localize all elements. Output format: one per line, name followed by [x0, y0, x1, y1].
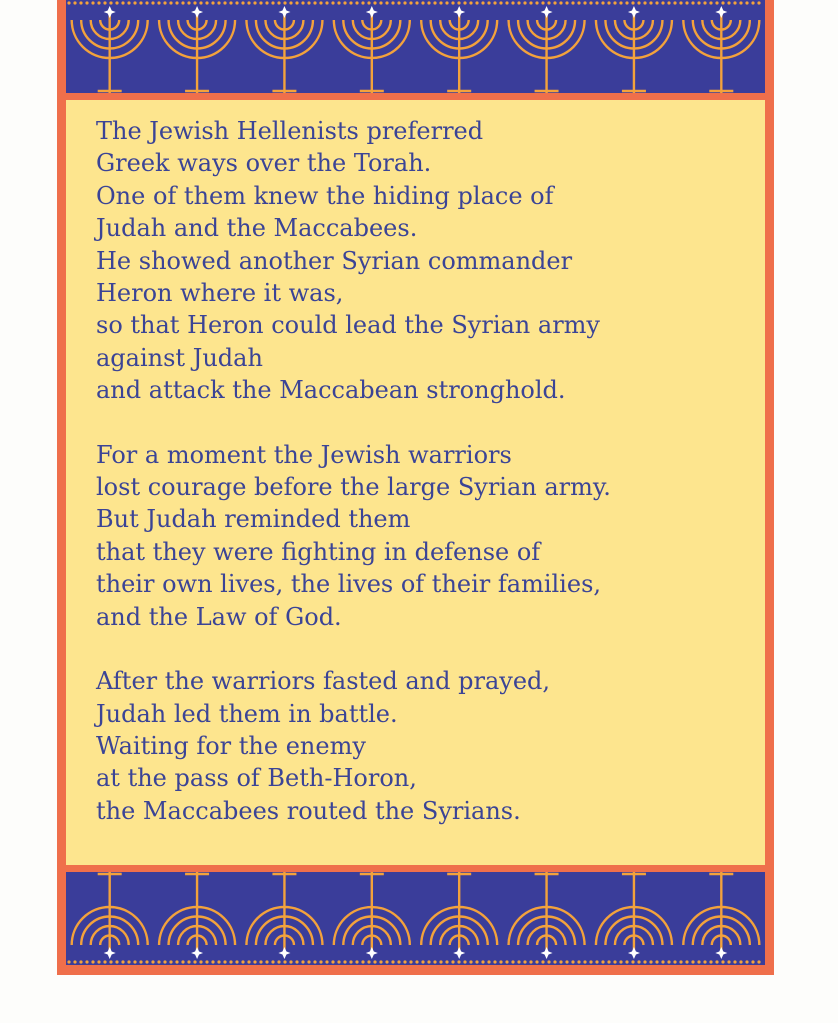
poem-line: Waiting for the enemy	[96, 731, 366, 760]
stanza-3	[96, 665, 756, 827]
poem-line: and attack the Maccabean stronghold.	[96, 376, 566, 405]
text-panel	[66, 100, 765, 865]
poem-line: Heron where it was,	[96, 279, 344, 308]
poem-line: against Judah	[96, 343, 263, 372]
poem-line: at the pass of Beth-Horon,	[96, 764, 417, 793]
poem-line: One of them knew the hiding place of	[96, 181, 554, 210]
poem-line: He showed another Syrian commander	[96, 246, 573, 275]
top-menorah-border	[66, 0, 765, 93]
poem-line: Greek ways over the Torah.	[96, 149, 432, 178]
poem-line: Judah and the Maccabees.	[96, 214, 418, 243]
poem-line: But Judah reminded them	[96, 505, 411, 534]
poem-line: The Jewish Hellenists preferred	[96, 117, 484, 145]
poem-line: After the warriors fasted and prayed,	[96, 667, 551, 696]
stanza-1	[96, 115, 756, 407]
stanza-2	[96, 439, 756, 633]
poem-text	[96, 115, 756, 859]
poem-line: so that Heron could lead the Syrian army	[96, 311, 600, 340]
poem-line: that they were fighting in defense of	[96, 537, 541, 566]
poem-line: Judah led them in battle.	[96, 699, 398, 728]
bottom-menorah-row	[66, 872, 765, 965]
poem-line: the Maccabees routed the Syrians.	[96, 796, 521, 825]
bottom-menorah-border	[66, 872, 765, 965]
poem-line: and the Law of God.	[96, 602, 342, 631]
top-menorah-row	[66, 0, 765, 93]
poem-line: lost courage before the large Syrian army.	[96, 473, 611, 502]
poem-line: For a moment the Jewish warriors	[96, 440, 512, 469]
poem-line: their own lives, the lives of their families,	[96, 570, 602, 599]
